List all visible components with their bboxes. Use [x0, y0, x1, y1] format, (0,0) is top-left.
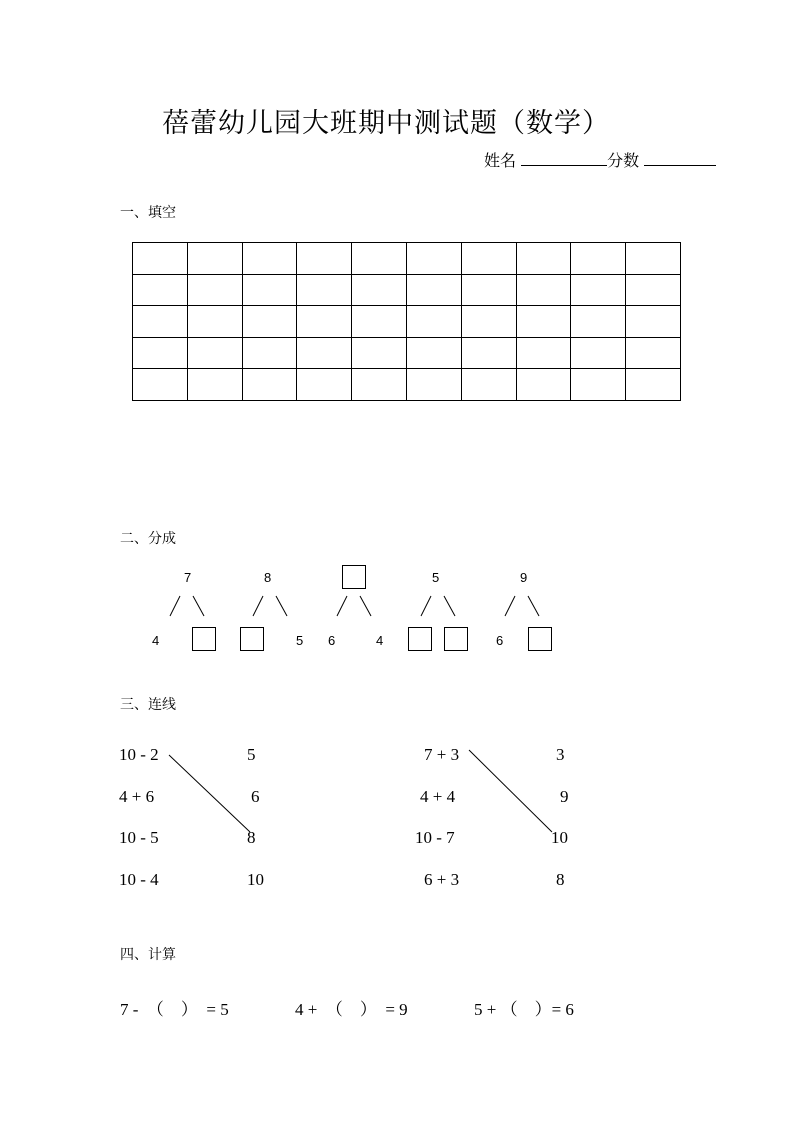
match-left-answer-4: 10: [247, 870, 264, 889]
calc-problem-1: 7 - （ ） = 5: [120, 1000, 229, 1019]
split-branch-4-left: [421, 596, 431, 616]
match-right-answer-4: 8: [556, 870, 565, 889]
match-right-expr-3: 10 - 7: [415, 828, 455, 847]
split-bottom-3a: 6: [328, 633, 336, 648]
split-top-4: 5: [432, 570, 440, 585]
split-bottom-1: 4: [152, 633, 160, 648]
name-label: 姓名: [484, 151, 517, 170]
split-top-5: 9: [520, 570, 528, 585]
split-branch-1-left: [170, 596, 180, 616]
match-left-answer-1: 5: [247, 745, 256, 764]
match-right-answer-2: 9: [560, 787, 569, 806]
match-right-expr-4: 6 + 3: [424, 870, 460, 889]
section2-title: 二、分成: [120, 531, 176, 547]
split-branch-1-right: [193, 596, 204, 616]
match-left-expr-1: 10 - 2: [119, 745, 159, 764]
split-branch-4-right: [444, 596, 455, 616]
match-left-expr-3: 10 - 5: [119, 828, 159, 847]
match-left-answer-2: 6: [251, 787, 260, 806]
split-branch-3-right: [360, 596, 371, 616]
match-line-right: [469, 750, 552, 832]
section3-title: 三、连线: [120, 697, 176, 713]
split-branch-2-left: [253, 596, 263, 616]
split-bottom-5: 6: [496, 633, 504, 648]
split-branch-5-left: [505, 596, 515, 616]
calc-problem-2: 4 + （ ） = 9: [295, 1000, 408, 1019]
split-bottom-2: 5: [296, 633, 304, 648]
score-label: 分数: [607, 151, 640, 170]
section1-title: 一、填空: [120, 205, 176, 221]
page-title: 蓓蕾幼儿园大班期中测试题（数学）: [162, 108, 610, 139]
match-right-expr-1: 7 + 3: [424, 745, 460, 764]
split-branch-3-left: [337, 596, 347, 616]
split-top-1: 7: [184, 570, 192, 585]
split-branch-2-right: [276, 596, 287, 616]
match-left-answer-3: 8: [247, 828, 256, 847]
match-right-expr-2: 4 + 4: [420, 787, 456, 806]
calc-problem-3: 5 + （ ）= 6: [474, 1000, 574, 1019]
match-right-answer-3: 10: [551, 828, 568, 847]
match-right-answer-1: 3: [556, 745, 565, 764]
match-left-expr-2: 4 + 6: [119, 787, 155, 806]
split-branch-5-right: [528, 596, 539, 616]
match-line-left: [169, 755, 250, 832]
split-bottom-3b: 4: [376, 633, 384, 648]
match-left-expr-4: 10 - 4: [119, 870, 159, 889]
split-top-2: 8: [264, 570, 272, 585]
section4-title: 四、计算: [120, 947, 176, 963]
